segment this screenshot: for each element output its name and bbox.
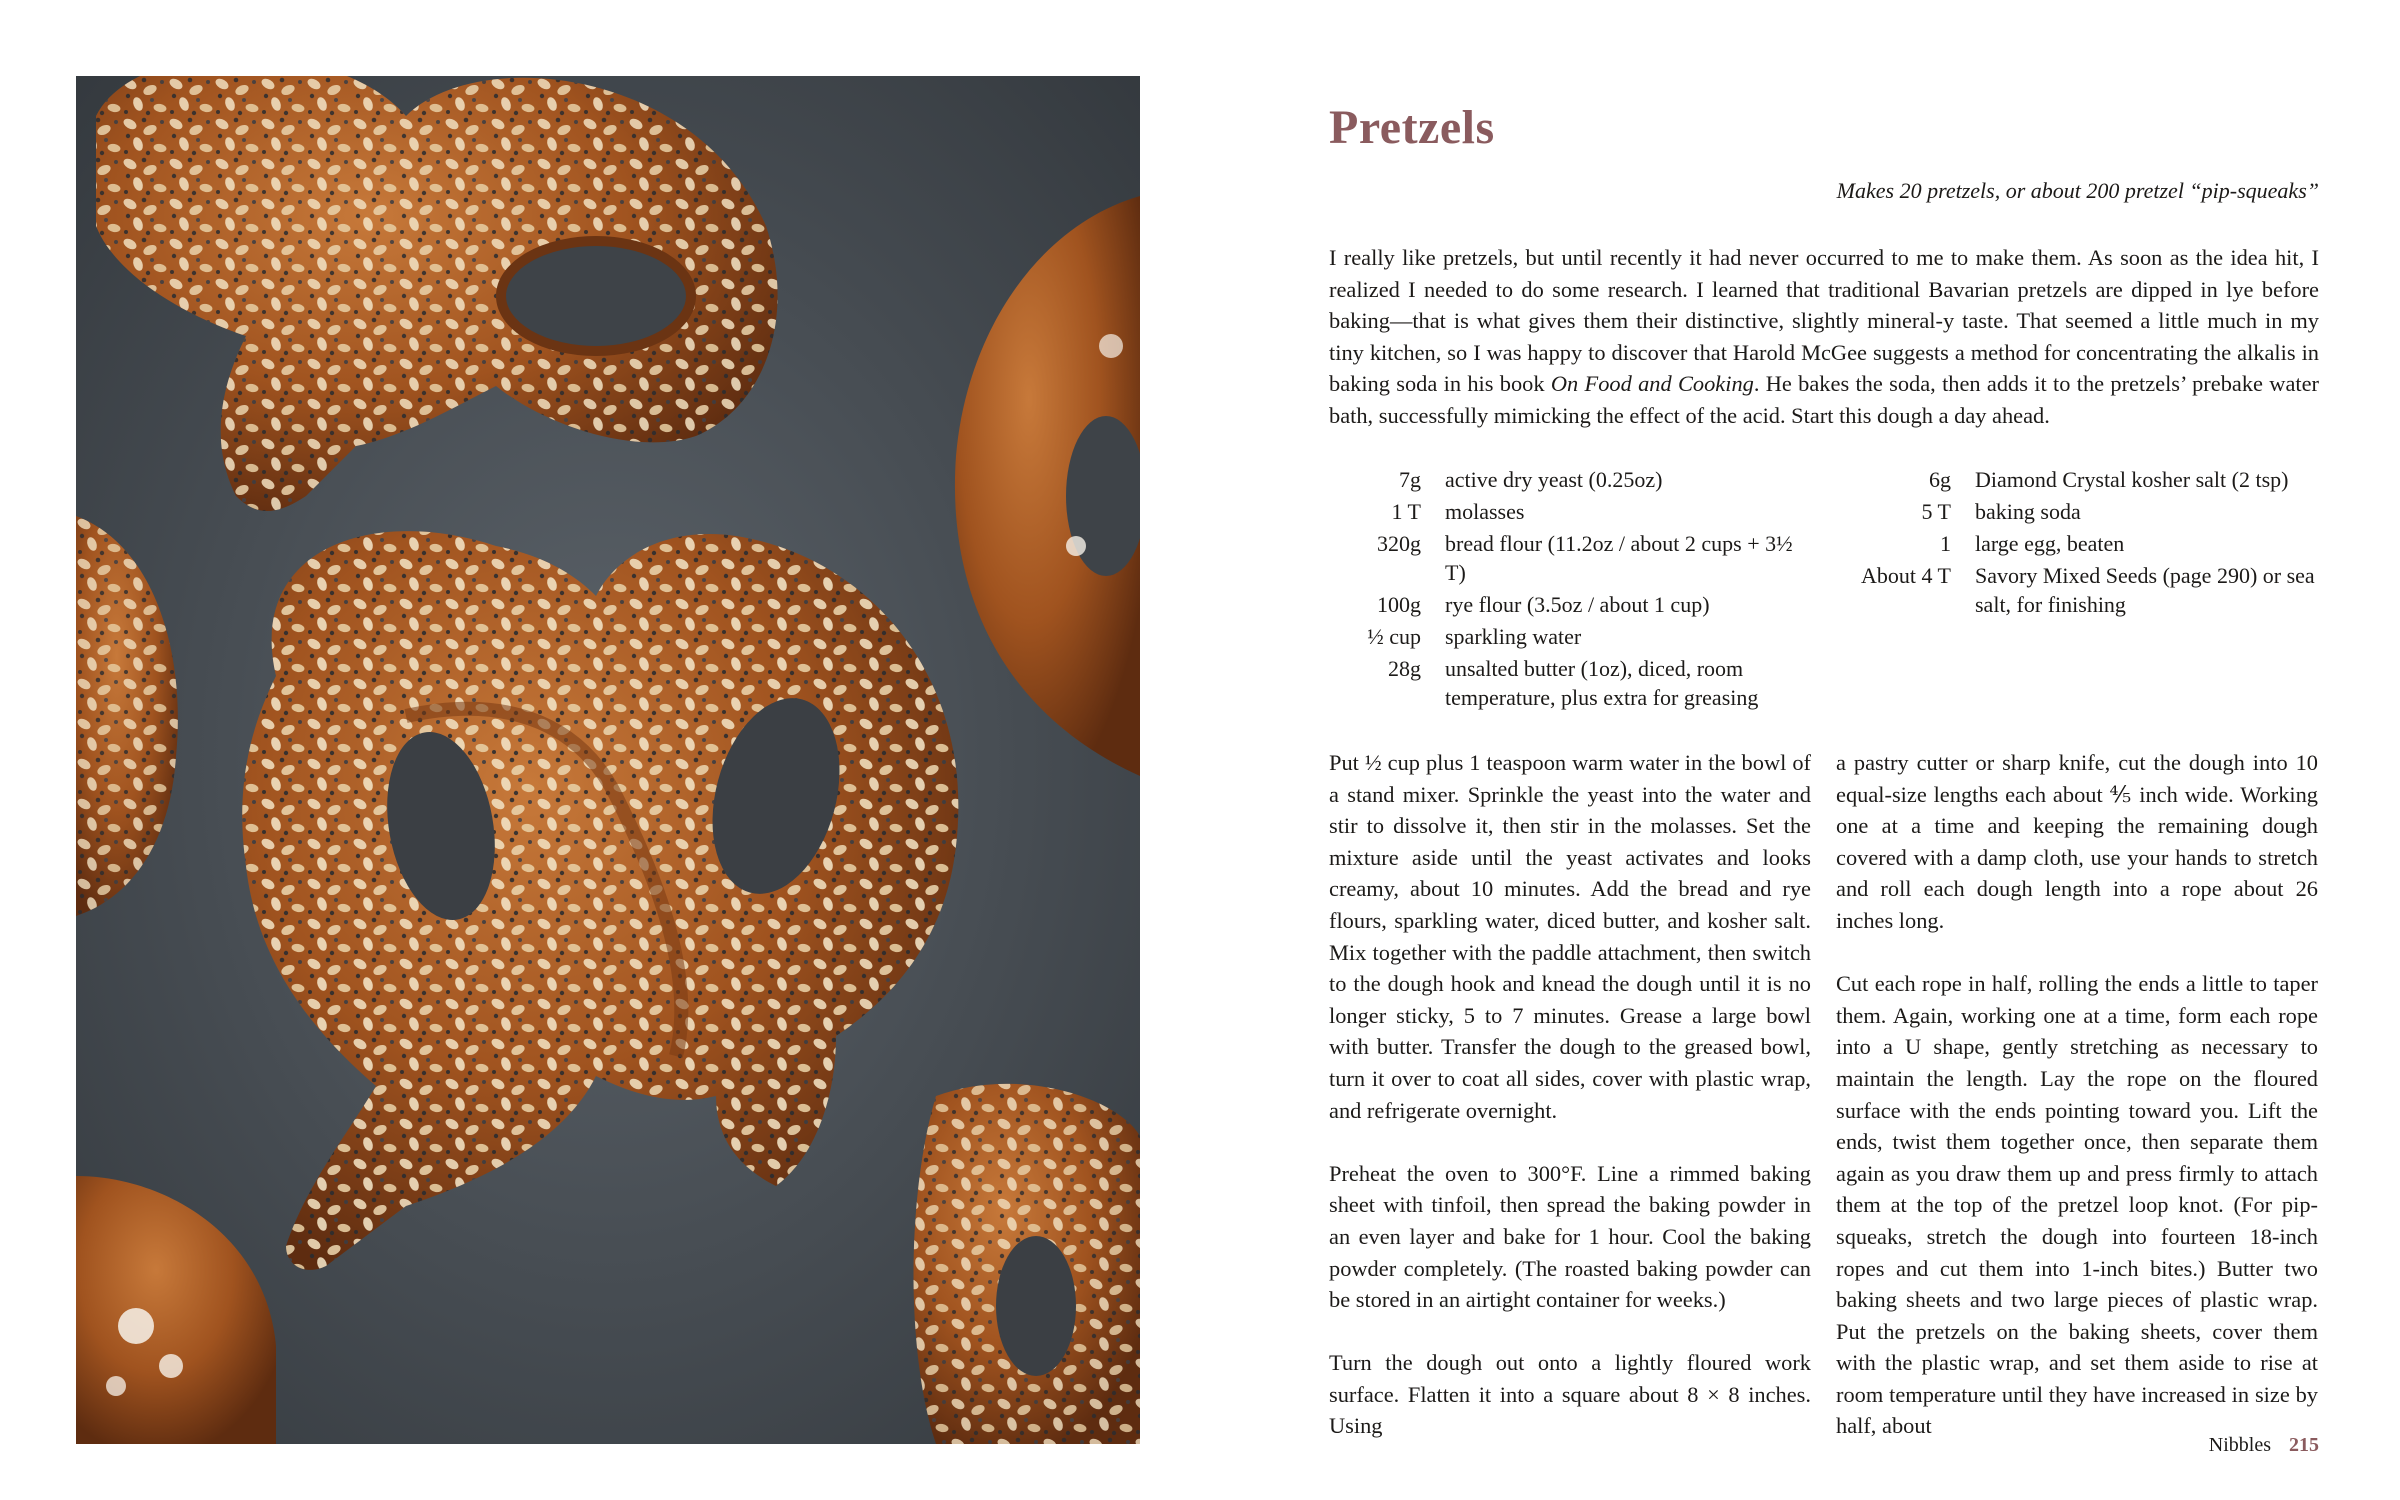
method-column-right: [1836, 747, 2318, 1474]
ingredient-name: baking soda: [1975, 499, 2081, 524]
method-column-left: [1329, 747, 1811, 1474]
recipe-intro: [1329, 242, 2319, 431]
ingredient-amount: 7g: [1399, 467, 1421, 492]
ingredient-amount: 1: [1940, 531, 1951, 556]
ingredient-name: molasses: [1445, 499, 1525, 524]
intro-text-end: . He bakes the soda, then adds it to the pretzels’ prebake water bath, successfully mimicking the effect of the acid. Start this dough a day ahead.: [1329, 371, 2319, 428]
page-footer: [2209, 1434, 2319, 1457]
ingredient-amount: About 4 T: [1860, 563, 1951, 588]
pretzel-bottom-right: [914, 1084, 1141, 1444]
ingredient-name: unsalted butter (1oz), diced, room temperature, plus extra for greasing: [1445, 656, 1759, 710]
ingredient-amount: 320g: [1377, 531, 1421, 556]
ingredient-row: [1835, 465, 2325, 494]
ingredient-amount: ½ cup: [1367, 624, 1421, 649]
ingredient-name: rye flour (3.5oz / about 1 cup): [1445, 592, 1710, 617]
pretzel-photo: [76, 76, 1140, 1444]
method-paragraph: Cut each rope in half, rolling the ends a little to taper them. Again, working one at a time, form each rope into a U shape, gently stretching as necessary to maintain the length. Lay the rope on the floured surface with the ends pointing toward you. Lift the ends, twist them together once, then separate them again as you draw them up and press firmly to attach them at the top of the pretzel loop knot. (For pip-squeaks, stretch the dough into fourteen 18-inch ropes and cut them into 1-inch bites.) Butter two baking sheets and two large pieces of plastic wrap. Put the pretzels on the baking sheets, cover them with the plastic wrap, and set them aside to rise at room temperature until they have increased in size by half, about: [1836, 971, 2318, 1439]
ingredient-row: [1329, 497, 1809, 526]
ingredient-row: [1329, 465, 1809, 494]
ingredient-name: large egg, beaten: [1975, 531, 2125, 556]
ingredient-name: Savory Mixed Seeds (page 290) or sea salt, for finishing: [1975, 563, 2315, 617]
ingredient-row: [1835, 529, 2325, 558]
ingredient-list-right: [1835, 465, 2325, 622]
ingredient-row: [1835, 497, 2325, 526]
ingredient-name: bread flour (11.2oz / about 2 cups + 3½ T): [1445, 531, 1793, 585]
method-paragraph: a pastry cutter or sharp knife, cut the dough into 10 equal-size lengths each about ⅘ inch wide. Working one at a time and keeping the remaining dough covered with a damp cloth, use your hands to stretch and roll each dough length into a rope about 26 inches long.: [1836, 750, 2318, 933]
ingredient-amount: 28g: [1388, 656, 1421, 681]
ingredient-amount: 6g: [1929, 467, 1951, 492]
ingredient-row: [1329, 622, 1809, 651]
ingredient-row: [1835, 561, 2325, 619]
ingredient-list-left: [1329, 465, 1809, 715]
method-paragraph: Preheat the oven to 300°F. Line a rimmed baking sheet with tinfoil, then spread the baking powder in an even layer and bake for 1 hour. Cool the baking powder completely. (The roasted baking powder can be stored in an airtight container for weeks.): [1329, 1160, 1811, 1313]
page-number: 215: [2289, 1434, 2319, 1456]
ingredient-row: [1329, 654, 1809, 712]
intro-text-start: I really like pretzels, but until recently it had never occurred to me to make them. As soon as the idea hit, I realized I needed to do some research. I learned that traditional Bavarian pretzels are dipped in lye before baking—that is what gives them their distinctive, slightly mineral-y taste. That seemed a little much in my tiny kitchen, so I was happy to discover that Harold McGee suggests a method for concentrating the alkalis in baking soda in his book: [1329, 245, 2319, 396]
recipe-title: Pretzels: [1329, 101, 1495, 154]
method-paragraph: Turn the dough out onto a lightly floured work surface. Flatten it into a square about 8 × 8 inches. Using: [1329, 1350, 1811, 1439]
ingredient-amount: 1 T: [1391, 499, 1421, 524]
section-name: Nibbles: [2208, 1434, 2271, 1456]
ingredient-row: [1329, 590, 1809, 619]
ingredient-row: [1329, 529, 1809, 587]
method-paragraph: Put ½ cup plus 1 teaspoon warm water in the bowl of a stand mixer. Sprinkle the yeast into the water and stir to dissolve it, then stir in the molasses. Set the mixture aside until the yeast activates and looks creamy, about 10 minutes. Add the bread and rye flours, sparkling water, diced butter, and kosher salt. Mix together with the paddle attachment, then switch to the dough hook and knead the dough until it is no longer sticky, 5 to 7 minutes. Grease a large bowl with butter. Transfer the dough to the greased bowl, turn it over to coat all sides, cover with plastic wrap, and refrigerate overnight.: [1329, 750, 1811, 1123]
ingredient-amount: 100g: [1377, 592, 1421, 617]
ingredient-name: sparkling water: [1445, 624, 1582, 649]
recipe-yield: Makes 20 pretzels, or about 200 pretzel “pip-squeaks”: [1836, 178, 2319, 203]
intro-book-title: On Food and Cooking: [1550, 371, 1754, 396]
ingredient-name: active dry yeast (0.25oz): [1445, 467, 1663, 492]
ingredient-name: Diamond Crystal kosher salt (2 tsp): [1975, 467, 2289, 492]
ingredient-amount: 5 T: [1921, 499, 1951, 524]
